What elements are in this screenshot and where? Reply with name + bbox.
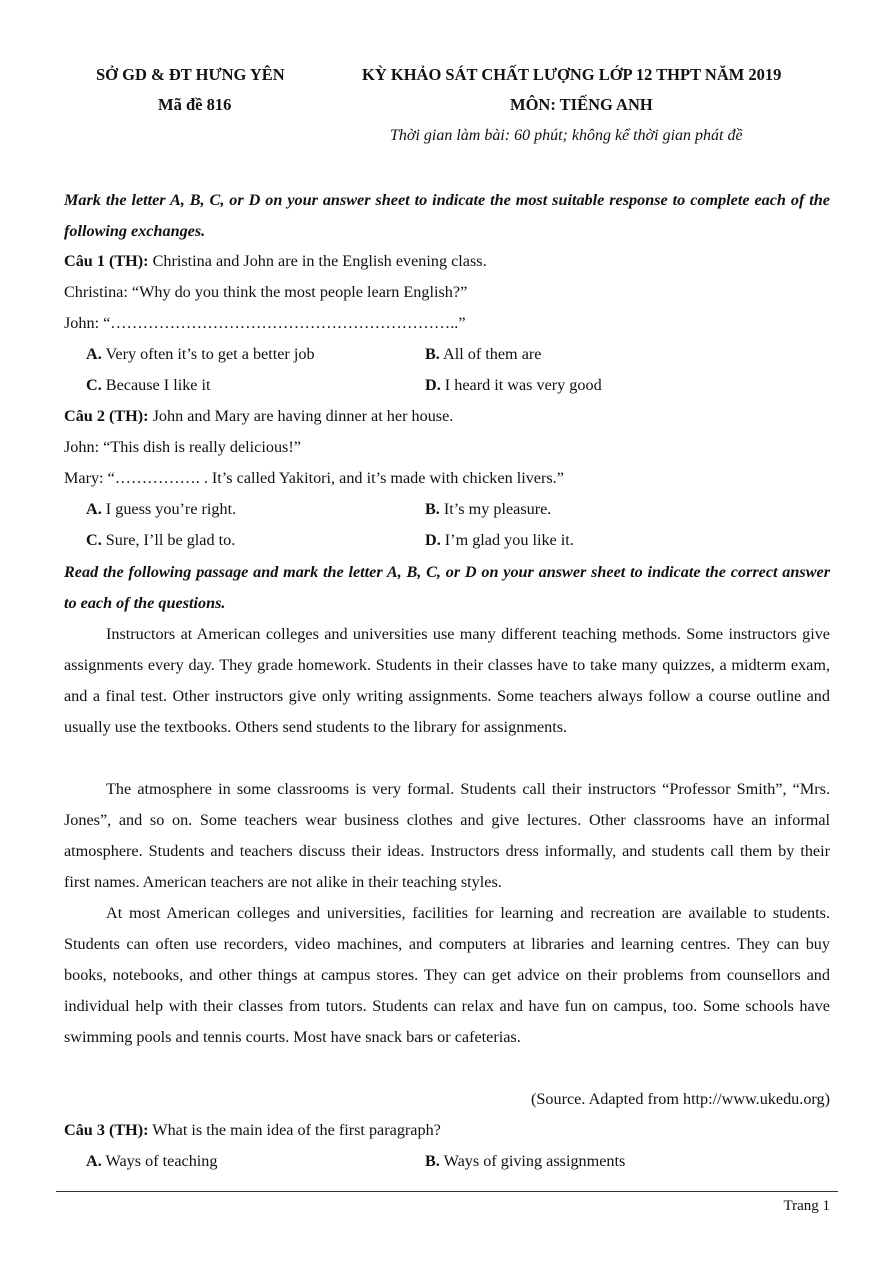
passage-paragraph-1: Instructors at American colleges and universities use many different teaching methods. Some instructors give assignments every day. They grade homework. Students in their classes have to take many quizzes, a midterm exam, and a final test. Other instructors give only writing assignments. Some teachers always follow a course outline and usually use the textbooks. Others send students to the library for assignments. [64, 625, 830, 736]
option-letter: C. [86, 376, 102, 394]
question-3-option-b[interactable] [425, 1152, 625, 1171]
question-2-option-c[interactable] [86, 531, 235, 550]
question-1-option-a[interactable] [86, 345, 315, 364]
question-1-stem [64, 252, 487, 271]
passage-paragraph-2: The atmosphere in some classrooms is very formal. Students call their instructors “Professor Smith”, “Mrs. Jones”, and so on. Some teachers wear business clothes and give lectures. Other classrooms have an informal atmosphere. Students and teachers discuss their ideas. Instructors dress informally, and students call them by their first names. American teachers are not alike in their teaching styles. [64, 780, 830, 891]
question-1-line-2: Christina: “Why do you think the most people learn English?” [64, 283, 468, 301]
option-text: It’s my pleasure. [439, 500, 552, 518]
question-2-option-a[interactable] [86, 500, 236, 519]
option-text: Very often it’s to get a better job [101, 345, 315, 363]
question-1-label: Câu 1 (TH): [64, 252, 149, 270]
page-number: Trang 1 [783, 1198, 830, 1214]
option-letter: B. [425, 500, 440, 518]
option-letter: A. [86, 500, 102, 518]
option-text: I’m glad you like it. [440, 531, 574, 549]
question-1-option-b[interactable] [425, 345, 541, 364]
option-letter: D. [425, 376, 441, 394]
question-1-option-c[interactable] [86, 376, 211, 395]
question-2-option-d[interactable] [425, 531, 574, 550]
question-2-label: Câu 2 (TH): [64, 407, 149, 425]
exam-title: KỲ KHẢO SÁT CHẤT LƯỢNG LỚP 12 THPT NĂM 2019 [362, 65, 782, 84]
question-3-stem [64, 1121, 441, 1140]
question-3-option-a[interactable] [86, 1152, 217, 1171]
question-3-label: Câu 3 (TH): [64, 1121, 149, 1139]
option-letter: D. [425, 531, 441, 549]
section1-instruction: Mark the letter A, B, C, or D on your answer sheet to indicate the most suitable response to complete each of the following exchanges. [64, 191, 830, 240]
option-text: Because I like it [101, 376, 211, 394]
option-text: Sure, I’ll be glad to. [101, 531, 236, 549]
question-2-line-3: Mary: “……………. . It’s called Yakitori, and it’s made with chicken livers.” [64, 469, 564, 487]
question-1-option-d[interactable] [425, 376, 602, 395]
department-name: SỞ GD & ĐT HƯNG YÊN [96, 65, 285, 84]
question-2-option-b[interactable] [425, 500, 551, 519]
option-letter: B. [425, 345, 440, 363]
option-text: I heard it was very good [440, 376, 602, 394]
question-2-text: John and Mary are having dinner at her house. [148, 407, 454, 425]
option-text: All of them are [439, 345, 542, 363]
subject-title: MÔN: TIẾNG ANH [510, 95, 653, 114]
option-letter: C. [86, 531, 102, 549]
question-2-stem [64, 407, 453, 426]
option-letter: A. [86, 345, 102, 363]
option-letter: A. [86, 1152, 102, 1170]
footer-divider [56, 1191, 838, 1192]
option-text: I guess you’re right. [101, 500, 237, 518]
question-3-text: What is the main idea of the first paragraph? [148, 1121, 441, 1139]
time-note: Thời gian làm bài: 60 phút; không kể thời gian phát đề [390, 127, 743, 144]
option-text: Ways of teaching [101, 1152, 218, 1170]
question-1-text: Christina and John are in the English evening class. [148, 252, 487, 270]
passage-source: (Source. Adapted from http://www.ukedu.org) [531, 1090, 830, 1108]
passage-paragraph-3: At most American colleges and universities, facilities for learning and recreation are available to students. Students can often use recorders, video machines, and computers at libraries and learning centres. They can buy books, notebooks, and other things at campus stores. They can get advice on their problems from counsellors and individual help with their classes from tutors. Students can relax and have fun on campus, too. Some schools have swimming pools and tennis courts. Most have snack bars or cafeterias. [64, 904, 830, 1046]
question-2-line-2: John: “This dish is really delicious!” [64, 438, 301, 456]
exam-code: Mã đề 816 [158, 95, 232, 114]
question-1-line-3: John: “………………………………………………………..” [64, 314, 466, 332]
option-text: Ways of giving assignments [439, 1152, 626, 1170]
section2-instruction: Read the following passage and mark the letter A, B, C, or D on your answer sheet to indicate the correct answer to each of the questions. [64, 563, 830, 612]
option-letter: B. [425, 1152, 440, 1170]
